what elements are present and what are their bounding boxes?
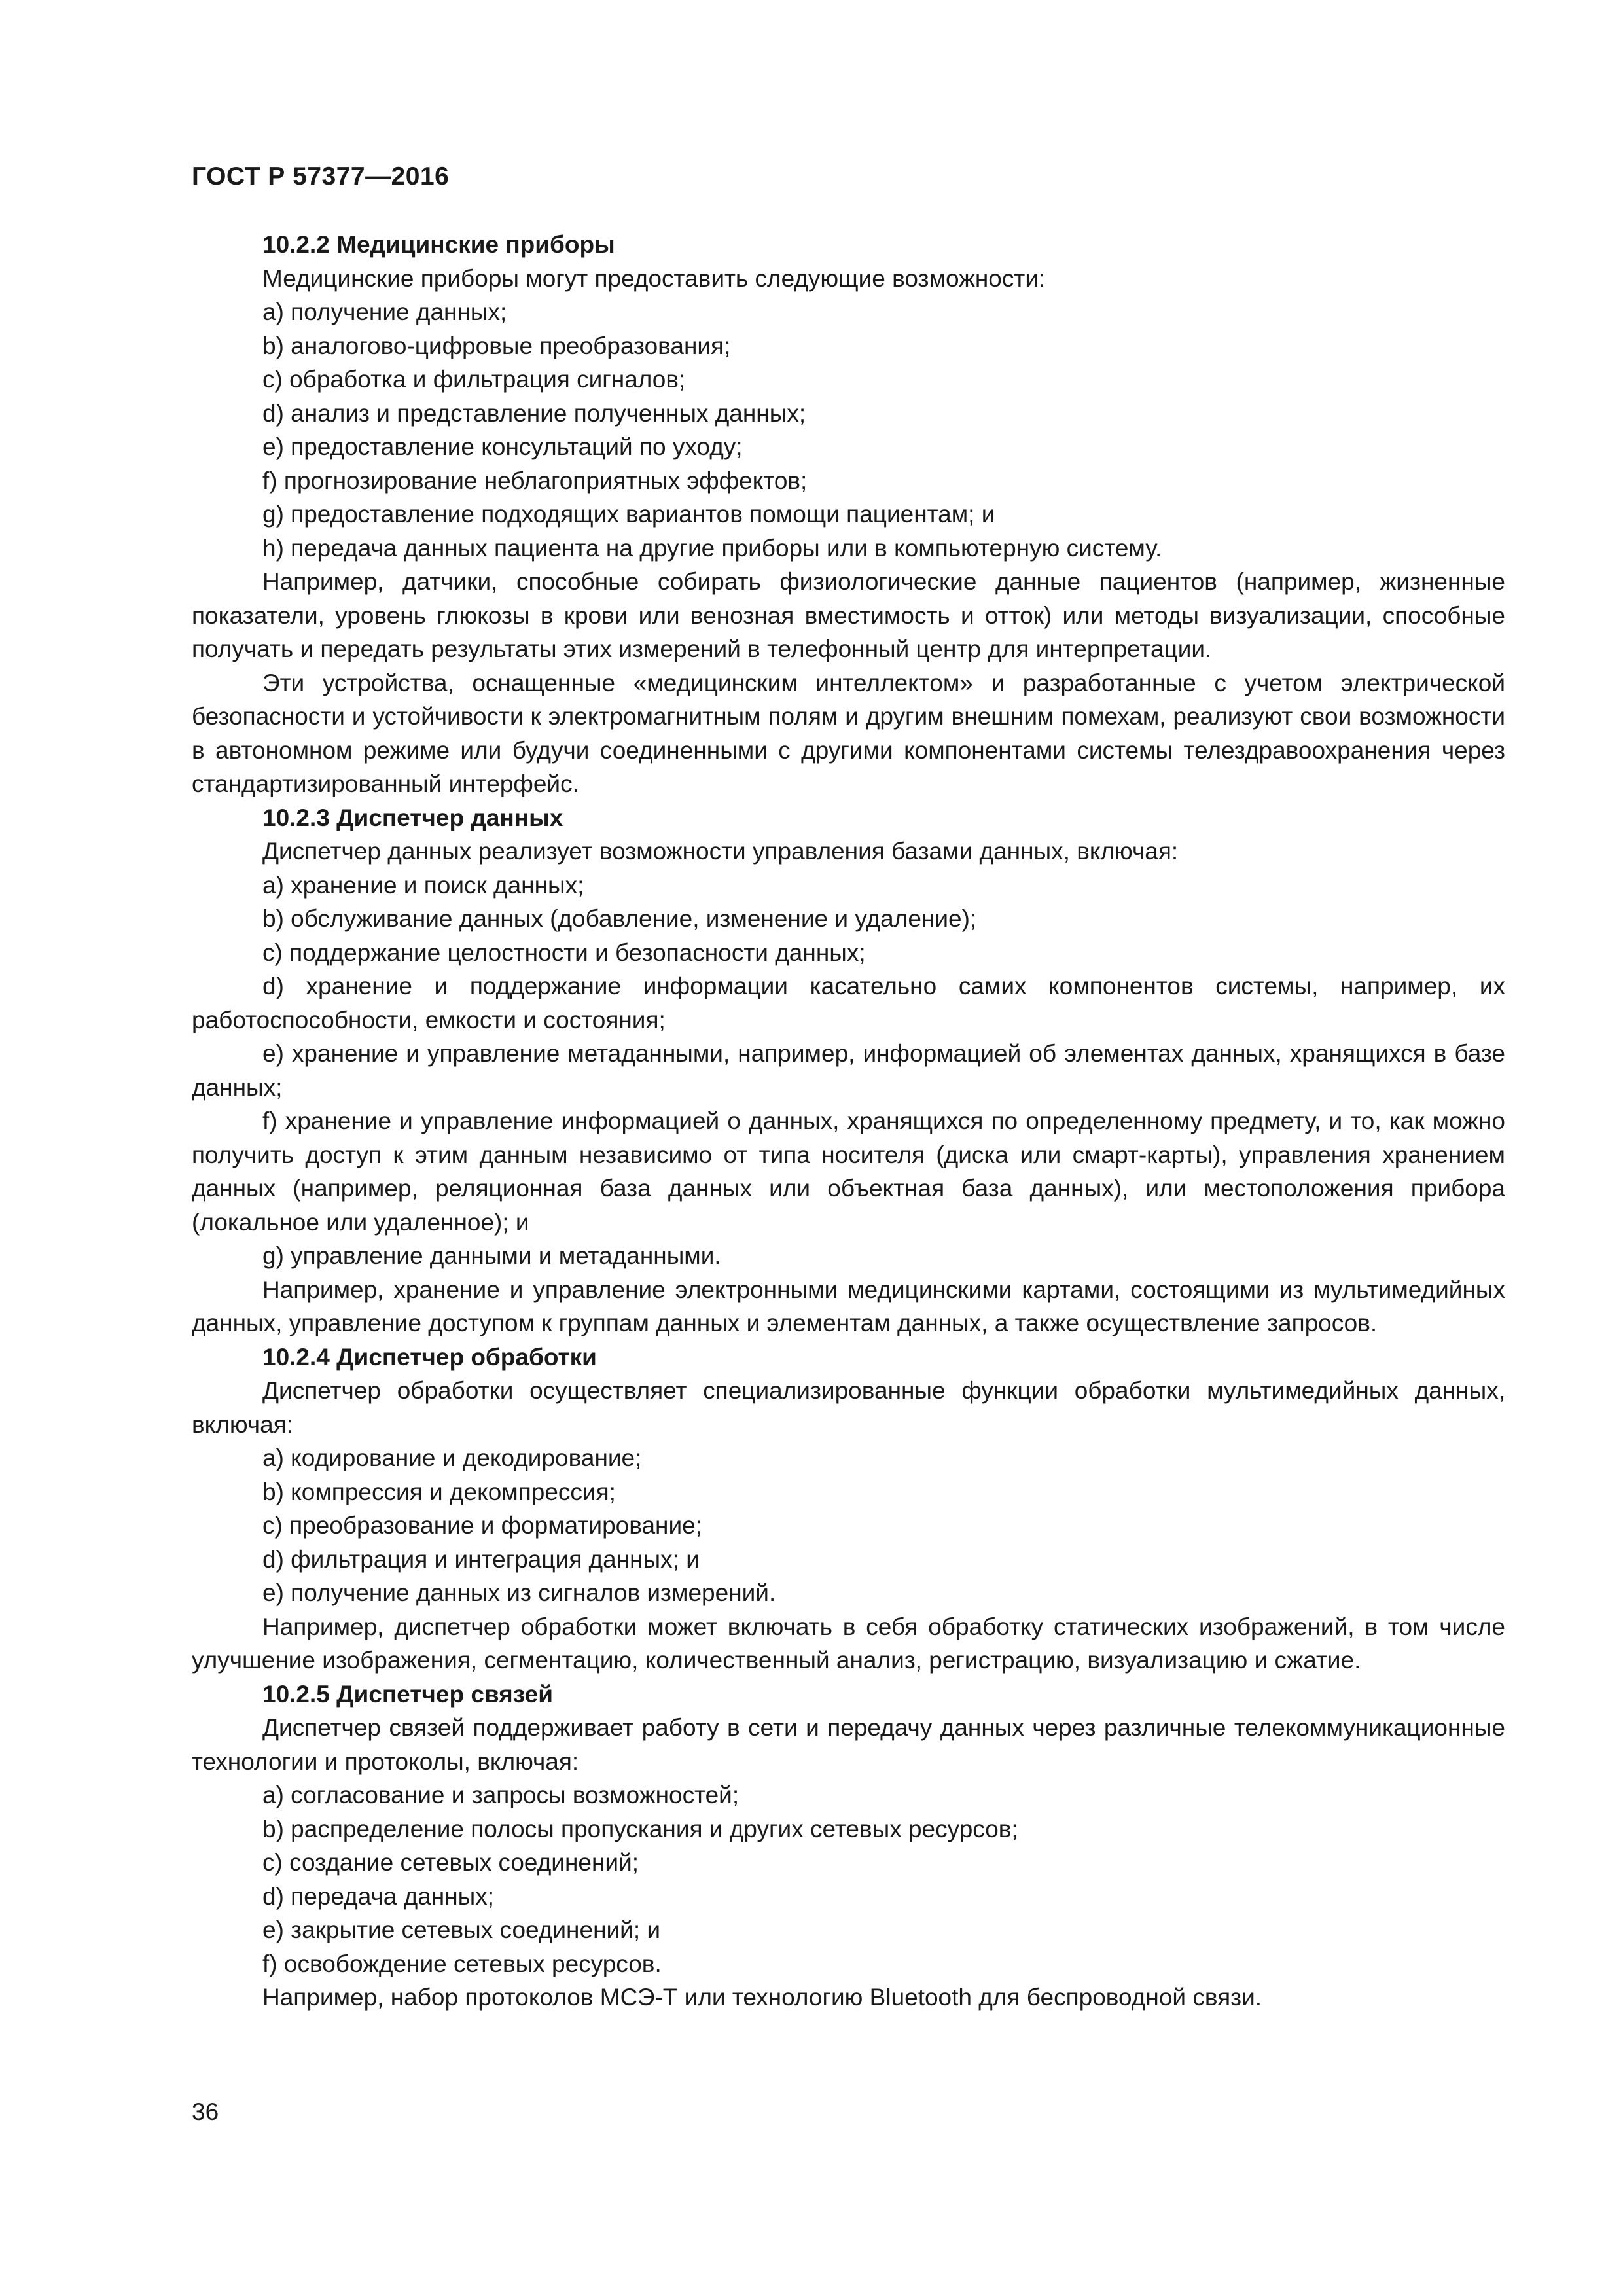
list-item: b) обслуживание данных (добавление, изменение и удаление); bbox=[262, 905, 977, 932]
list-item: e) хранение и управление метаданными, например, информацией об элементах данных, хранящихся в базе данных; bbox=[192, 1040, 1505, 1101]
list-item: d) передача данных; bbox=[262, 1882, 495, 1910]
list-item: d) фильтрация и интеграция данных; и bbox=[262, 1545, 700, 1573]
body-paragraph: Например, хранение и управление электронными медицинскими картами, состоящими из мультимедийных данных, управление доступом к группам данных и элементам данных, а также осуществление запросов. bbox=[192, 1276, 1505, 1336]
body-paragraph: Диспетчер обработки осуществляет специализированные функции обработки мультимедийных данных, включая: bbox=[192, 1377, 1505, 1438]
list-item: a) кодирование и декодирование; bbox=[262, 1444, 642, 1471]
section-heading-10-2-4: 10.2.4 Диспетчер обработки bbox=[262, 1343, 597, 1371]
list-item: f) прогнозирование неблагоприятных эффектов; bbox=[262, 467, 808, 494]
section-heading-10-2-2: 10.2.2 Медицинские приборы bbox=[262, 231, 615, 258]
list-item: f) освобождение сетевых ресурсов. bbox=[262, 1950, 662, 1977]
list-item: g) предоставление подходящих вариантов помощи пациентам; и bbox=[262, 501, 995, 528]
list-item: g) управление данными и метаданными. bbox=[262, 1242, 721, 1269]
body-paragraph: Диспетчер данных реализует возможности управления базами данных, включая: bbox=[262, 838, 1179, 865]
list-item: b) компрессия и декомпрессия; bbox=[262, 1478, 616, 1505]
body-paragraph: Диспетчер связей поддерживает работу в сети и передачу данных через различные телекоммуникационные технологии и протоколы, включая: bbox=[192, 1714, 1505, 1775]
list-item: d) хранение и поддержание информации касательно самих компонентов системы, например, их работоспособности, емкости и состояния; bbox=[192, 973, 1505, 1033]
section-heading-10-2-5: 10.2.5 Диспетчер связей bbox=[262, 1680, 553, 1708]
list-item: f) хранение и управление информацией о данных, хранящихся по определенному предмету, и то, как можно получить доступ к этим данным независимо от типа носителя (диска или смарт-карты), управления хранением данных (например, реляционная база данных или объектная база данных), или местоположения прибора (локальное или удаленное); и bbox=[192, 1107, 1505, 1236]
list-item: c) преобразование и форматирование; bbox=[262, 1512, 702, 1539]
list-item: c) создание сетевых соединений; bbox=[262, 1849, 639, 1876]
list-item: a) получение данных; bbox=[262, 298, 507, 325]
list-item: e) закрытие сетевых соединений; и bbox=[262, 1916, 661, 1943]
body-paragraph: Эти устройства, оснащенные «медицинским интеллектом» и разработанные с учетом электрической безопасности и устойчивости к электромагнитным полям и другим внешним помехам, реализуют свои возможности в автономном режиме или будучи соединенными с другими компонентами системы телездравоохранения через стандартизированный интерфейс. bbox=[192, 669, 1505, 797]
body-paragraph: Например, диспетчер обработки может включать в себя обработку статических изображений, в том числе улучшение изображения, сегментацию, количественный анализ, регистрацию, визуализацию и сжатие. bbox=[192, 1613, 1505, 1674]
page-number: 36 bbox=[192, 2098, 219, 2125]
body-paragraph: Например, датчики, способные собирать физиологические данные пациентов (например, жизненные показатели, уровень глюкозы в крови или венозная вместимость и отток) или методы визуализации, способные получать и передать результаты этих измерений в телефонный центр для интерпретации. bbox=[192, 568, 1505, 662]
body-paragraph: Например, набор протоколов МСЭ-Т или технологию Bluetooth для беспроводной связи. bbox=[262, 1984, 1262, 2011]
page-content bbox=[192, 228, 1505, 2015]
list-item: a) согласование и запросы возможностей; bbox=[262, 1782, 740, 1808]
list-item: c) обработка и фильтрация сигналов; bbox=[262, 366, 686, 393]
list-item: a) хранение и поиск данных; bbox=[262, 871, 584, 899]
list-item: b) аналогово-цифровые преобразования; bbox=[262, 332, 731, 359]
section-heading-10-2-3: 10.2.3 Диспетчер данных bbox=[262, 804, 563, 831]
body-paragraph: Медицинские приборы могут предоставить следующие возможности: bbox=[262, 264, 1046, 292]
page-header: ГОСТ Р 57377—2016 bbox=[192, 162, 450, 190]
list-item: b) распределение полосы пропускания и других сетевых ресурсов; bbox=[262, 1815, 1018, 1842]
list-item: d) анализ и представление полученных данных; bbox=[262, 399, 806, 427]
list-item: e) получение данных из сигналов измерений. bbox=[262, 1579, 776, 1606]
list-item: h) передача данных пациента на другие приборы или в компьютерную систему. bbox=[262, 534, 1162, 562]
list-item: c) поддержание целостности и безопасности данных; bbox=[262, 939, 866, 966]
list-item: e) предоставление консультаций по уходу; bbox=[262, 433, 743, 460]
